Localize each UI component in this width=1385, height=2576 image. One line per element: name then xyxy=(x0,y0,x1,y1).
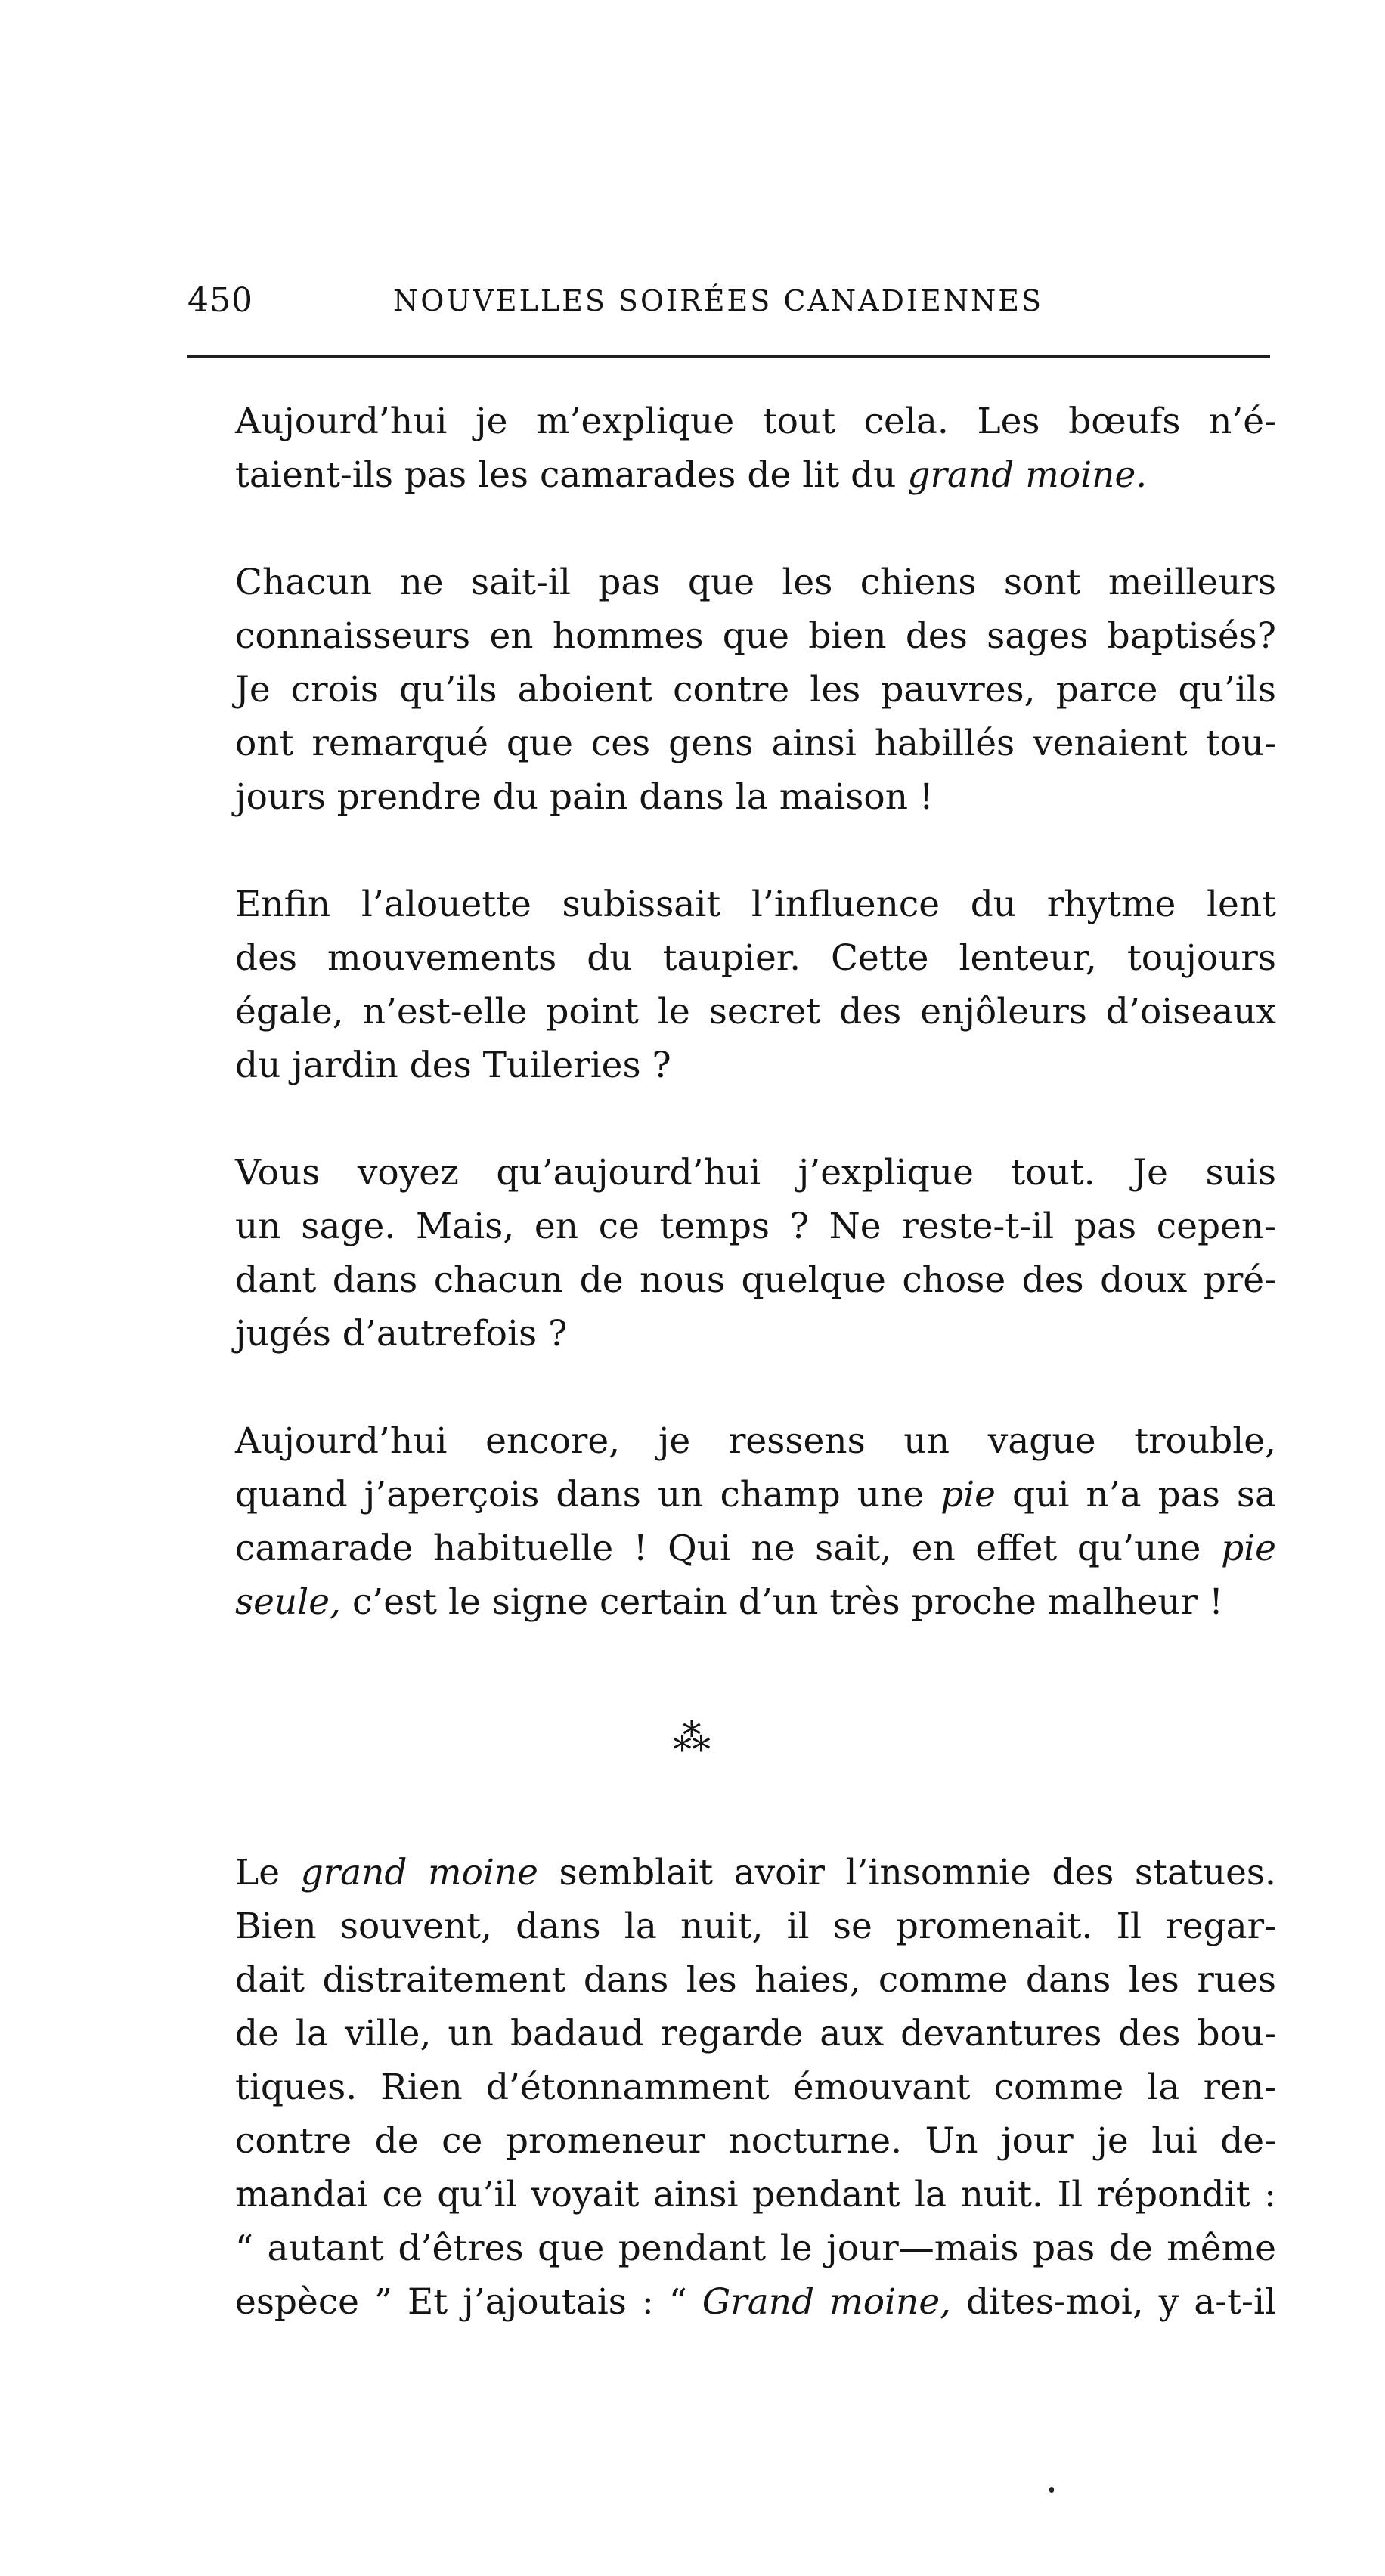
italic-text: Grand moine, xyxy=(702,2281,952,2323)
line-text: quand j’aperçois dans un champ une xyxy=(235,1474,941,1516)
paragraph-2-line-4: ont remarqué que ces gens ainsi habillés venaient tou- xyxy=(235,723,1276,764)
running-head: NOUVELLES SOIRÉES CANADIENNES xyxy=(393,284,1044,317)
italic-text: pie xyxy=(940,1474,996,1516)
paragraph-2-line-5: jours prendre du pain dans la maison ! xyxy=(235,776,934,818)
paragraph-5-line-4 xyxy=(187,1575,1276,1629)
paragraph-1-line-1: Aujourd’hui je m’explique tout cela. Les bœufs n’é- xyxy=(235,401,1276,442)
paragraph-3-line-2: des mouvements du taupier. Cette lenteur, toujours xyxy=(235,937,1276,979)
print-speck xyxy=(1049,2487,1054,2493)
italic-text: pie xyxy=(1221,1528,1276,1569)
paragraph-4-line-1: Vous voyez qu’aujourd’hui j’explique tout. Je suis xyxy=(235,1152,1276,1194)
paragraph-5-line-3 xyxy=(187,1522,1276,1575)
paragraph-6-line-2: Bien souvent, dans la nuit, il se promenait. Il regar- xyxy=(235,1906,1276,1947)
paragraph-2-line-3: Je crois qu’ils aboient contre les pauvres, parce qu’ils xyxy=(235,669,1276,711)
main-text xyxy=(187,395,1276,1629)
line-text: Le xyxy=(235,1852,301,1893)
paragraph-2-line-1: Chacun ne sait-il pas que les chiens sont meilleurs xyxy=(235,562,1276,603)
paragraph-5 xyxy=(187,1414,1276,1629)
paragraph-2-line-2: connaisseurs en hommes que bien des sages baptisés? xyxy=(235,615,1276,657)
line-text: c’est le signe certain d’un très proche malheur ! xyxy=(341,1581,1223,1623)
paragraph-3-line-4: du jardin des Tuileries ? xyxy=(235,1045,671,1086)
paragraph-6-line-8: “ autant d’êtres que pendant le jour—mais pas de même xyxy=(235,2228,1276,2269)
paragraph-6-line-4: de la ville, un badaud regarde aux devantures des bou- xyxy=(235,2013,1276,2054)
line-text: qui n’a pas sa xyxy=(996,1474,1276,1516)
italic-text: grand moine xyxy=(300,1852,538,1893)
paragraph-2 xyxy=(187,556,1276,824)
paragraph-5-line-2 xyxy=(187,1468,1276,1522)
line-text: camarade habituelle ! Qui ne sait, en effet qu’une xyxy=(235,1528,1222,1569)
paragraph-3-line-3: égale, n’est-elle point le secret des enjôleurs d’oiseaux xyxy=(235,991,1276,1033)
paragraph-1-line-2 xyxy=(187,448,1276,502)
page-number: 450 xyxy=(187,281,253,320)
paragraph-4 xyxy=(187,1146,1276,1361)
paragraph-4-line-2: un sage. Mais, en ce temps ? Ne reste-t-il pas cepen- xyxy=(235,1206,1276,1247)
italic-text: grand moine. xyxy=(907,454,1148,496)
paragraph-4-line-4: jugés d’autrefois ? xyxy=(235,1313,568,1355)
line-text: dites-moi, y a-t-il xyxy=(951,2281,1277,2323)
paragraph-3-line-1: Enfin l’alouette subissait l’influence du rhytme lent xyxy=(235,884,1276,925)
paragraph-3 xyxy=(187,878,1276,1092)
paragraph-5-line-1: Aujourd’hui encore, je ressens un vague trouble, xyxy=(235,1420,1276,1462)
paragraph-1 xyxy=(187,395,1276,502)
line-text: semblait avoir l’insomnie des statues. xyxy=(538,1852,1276,1893)
paragraph-6-line-6: contre de ce promeneur nocturne. Un jour je lui de- xyxy=(235,2120,1276,2162)
section-asterism: ⁂ xyxy=(673,1716,712,1760)
paragraph-6-line-7: mandai ce qu’il voyait ainsi pendant la nuit. Il répondit : xyxy=(235,2174,1276,2215)
paragraph-6-line-3: dait distraitement dans les haies, comme dans les rues xyxy=(235,1959,1276,2001)
paragraph-6-line-9 xyxy=(187,2275,1276,2329)
main-text-continued xyxy=(187,1846,1276,2329)
line-text: espèce ” Et j’ajoutais : “ xyxy=(235,2281,702,2323)
page-header xyxy=(187,281,1284,327)
paragraph-6-line-5: tiques. Rien d’étonnamment émouvant comme la ren- xyxy=(235,2067,1276,2108)
header-rule xyxy=(187,355,1270,358)
paragraph-6-line-1 xyxy=(187,1846,1276,1899)
line-text: taient-ils pas les camarades de lit du xyxy=(235,454,908,496)
paragraph-6 xyxy=(187,1846,1276,2329)
italic-text: seule, xyxy=(235,1581,341,1623)
paragraph-4-line-3: dant dans chacun de nous quelque chose des doux pré- xyxy=(235,1259,1276,1301)
